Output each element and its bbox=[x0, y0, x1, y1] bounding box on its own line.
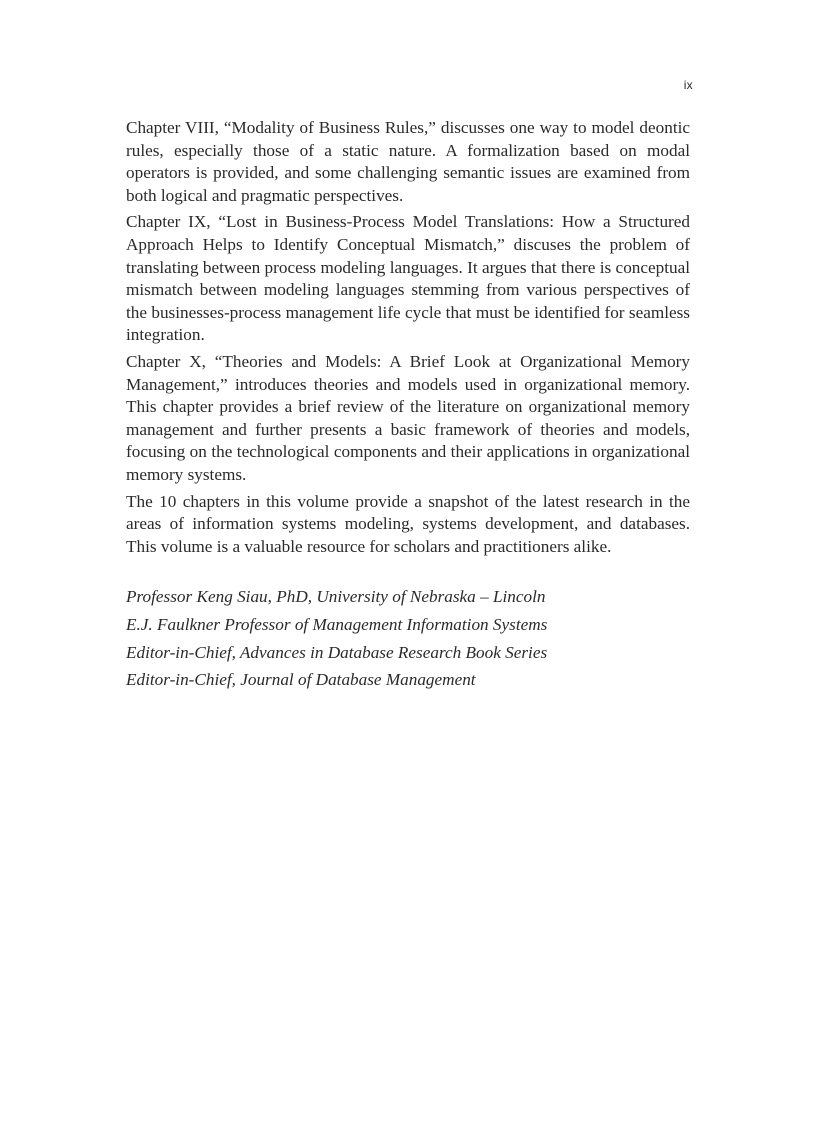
signature-professorship: E.J. Faulkner Professor of Management Information Systems bbox=[126, 614, 548, 634]
page-number: ix bbox=[683, 78, 693, 92]
paragraph-summary: The 10 chapters in this volume provide a snapshot of the latest research in the areas of information systems modeling, systems development, and databases. This volume is a valuable resource for scholars and practitioners alike. bbox=[126, 491, 690, 556]
body-text bbox=[126, 117, 690, 562]
signature-editor-book-series: Editor-in-Chief, Advances in Database Research Book Series bbox=[126, 642, 548, 662]
paragraph-chapter-ix: Chapter IX, “Lost in Business-Process Model Translations: How a Structured Approach Helps to Identify Conceptual Mismatch,” discuses the problem of translating between process modeling languages. It argues that there is conceptual mismatch between modeling languages stemming from various perspectives of the businesses-process management life cycle that must be identified for seamless integration. bbox=[126, 212, 690, 345]
paragraph-chapter-viii: Chapter VIII, “Modality of Business Rules,” discusses one way to model deontic rules, especially those of a static nature. A formalization based on modal operators is provided, and some challenging semantic issues are examined from both logical and pragmatic perspectives. bbox=[126, 118, 690, 205]
paragraph-chapter-x: Chapter X, “Theories and Models: A Brief Look at Organizational Memory Management,” introduces theories and models used in organizational memory. This chapter provides a brief review of the literature on organizational memory management and further presents a basic framework of theories and models, focusing on the technological components and their applications in organizational memory systems. bbox=[126, 351, 690, 484]
signature-editor-journal: Editor-in-Chief, Journal of Database Management bbox=[126, 670, 476, 690]
signature-name-affiliation: Professor Keng Siau, PhD, University of Nebraska – Lincoln bbox=[126, 587, 546, 606]
signature-block bbox=[126, 583, 690, 694]
